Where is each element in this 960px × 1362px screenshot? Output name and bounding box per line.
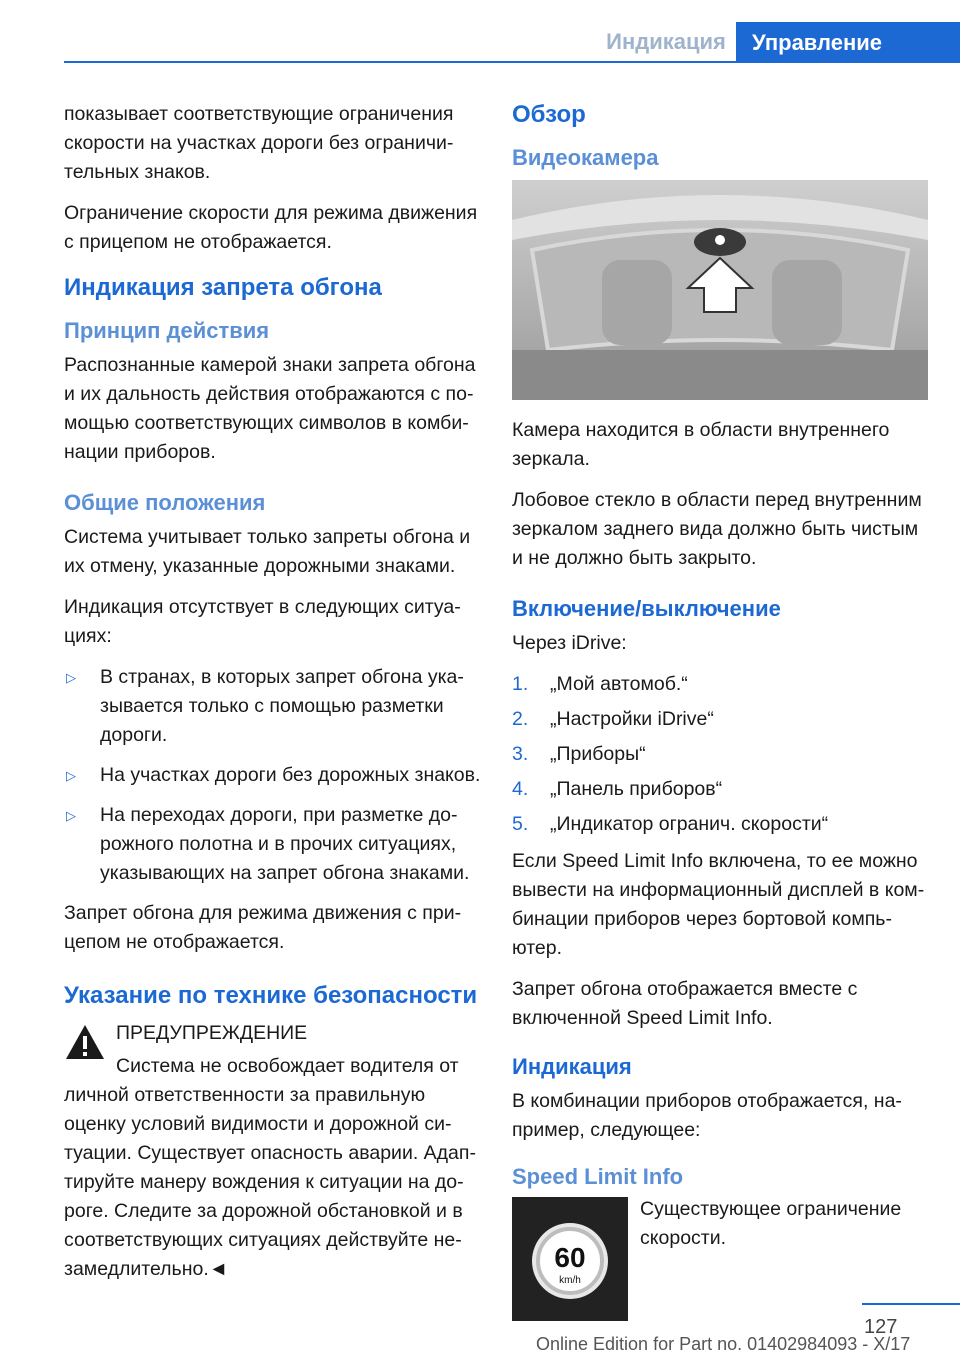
right-column	[512, 100, 932, 1321]
subheading-speed-limit-info: Speed Limit Info	[512, 1164, 684, 1189]
step-text: „Настройки iDrive“	[550, 708, 714, 730]
list-item-text: В странах, в которых запрет обгона указывается только с помощью разметки дороги.	[100, 666, 464, 746]
step-number: 1.	[512, 673, 529, 695]
warning-block	[64, 1019, 482, 1048]
warning-title: ПРЕДУПРЕЖДЕНИЕ	[116, 1022, 308, 1044]
step-text: „Панель приборов“	[550, 778, 723, 800]
subheading-camera: Видеокамера	[512, 145, 659, 170]
page-number: 127	[864, 1316, 898, 1338]
list-item	[512, 775, 932, 804]
paragraph: Запрет обгона отображается вместе с включенной Speed Limit Info.	[512, 978, 858, 1029]
left-column	[64, 100, 482, 1296]
list-item	[64, 801, 482, 888]
edition-note: Online Edition for Part no. 01402984093 - X/17	[536, 1334, 911, 1354]
camera-location-image	[512, 180, 928, 400]
list-item	[512, 670, 932, 699]
subheading-general: Общие положения	[64, 490, 266, 515]
paragraph: Распознанные камерой знаки запрета обгона и их дальность действия отображаются с помощью соответствующих символов в комбинации приборов.	[64, 354, 476, 463]
sign-value: 60	[554, 1242, 586, 1273]
step-text: „Индикатор огранич. скорости“	[550, 813, 829, 835]
paragraph: показывает соответствующие ограничения скорости на участках дороги без ограничительных знаков.	[64, 103, 454, 183]
subheading-on-off: Включение/выключение	[512, 596, 781, 621]
paragraph: Существующее ограничение скорости.	[640, 1198, 902, 1249]
triangle-bullet-icon: ▷	[66, 768, 76, 783]
list-item	[512, 740, 932, 769]
section-heading-overtake: Индикация запрета обгона	[64, 274, 382, 301]
triangle-bullet-icon: ▷	[66, 670, 76, 685]
warning-triangle-icon	[64, 1023, 106, 1061]
steps-list	[512, 670, 932, 839]
speed-limit-sign-image	[512, 1197, 628, 1321]
paragraph: В комбинации приборов отображается, например, следующее:	[512, 1090, 902, 1141]
subheading-principle: Принцип действия	[64, 318, 270, 343]
footer-rule	[862, 1303, 960, 1305]
step-text: „Мой автомоб.“	[550, 673, 688, 695]
sign-unit: km/h	[559, 1275, 581, 1286]
step-text: „Приборы“	[550, 743, 646, 765]
paragraph: Через iDrive:	[512, 632, 627, 654]
list-item	[512, 810, 932, 839]
list-item	[512, 705, 932, 734]
header-rule	[64, 61, 960, 63]
list-item	[64, 761, 482, 790]
header-tab-control[interactable]: Управление	[736, 22, 960, 63]
paragraph: Индикация отсутствует в следующих ситуациях:	[64, 596, 461, 647]
list-item	[64, 663, 482, 750]
step-number: 4.	[512, 778, 529, 800]
paragraph: Система учитывает только запреты обгона и их отмену, указанные дорожными знаками.	[64, 526, 471, 577]
section-heading-safety: Указание по технике безопасности	[64, 982, 478, 1009]
bullet-list	[64, 663, 482, 888]
subheading-display: Индикация	[512, 1054, 632, 1079]
paragraph: Ограничение скорости для режима движения с прицепом не отображается.	[64, 202, 478, 253]
warning-text: Система не освобождает водителя от личной ответственности за правильную оценку условий видимости и дорожной ситуации. Существует опасность аварии. Адаптируйте манеру вождения к ситуации на дороге. Следите за дорожной обстановкой и в соответствующих ситуациях действуйте незамедлительно.◄	[64, 1055, 476, 1280]
paragraph: Камера находится в области внутреннего зеркала.	[512, 419, 890, 470]
section-heading-overview: Обзор	[512, 101, 586, 128]
step-number: 5.	[512, 813, 529, 835]
paragraph: Лобовое стекло в области перед внутренним зеркалом заднего вида должно быть чистым и не должно быть закрыто.	[512, 489, 922, 569]
header-tab-indication[interactable]: Индикация	[606, 29, 726, 54]
paragraph: Запрет обгона для режима движения с прицепом не отображается.	[64, 902, 462, 953]
list-item-text: На переходах дороги, при разметке дорожного полотна и в прочих ситуациях, указывающих на запрет обгона знаками.	[100, 804, 470, 884]
list-item-text: На участках дороги без дорожных знаков.	[100, 764, 481, 786]
triangle-bullet-icon: ▷	[66, 808, 76, 823]
step-number: 3.	[512, 743, 529, 765]
step-number: 2.	[512, 708, 529, 730]
paragraph: Если Speed Limit Info включена, то ее можно вывести на информационный дисплей в комбинации приборов через бортовой компьютер.	[512, 850, 925, 959]
